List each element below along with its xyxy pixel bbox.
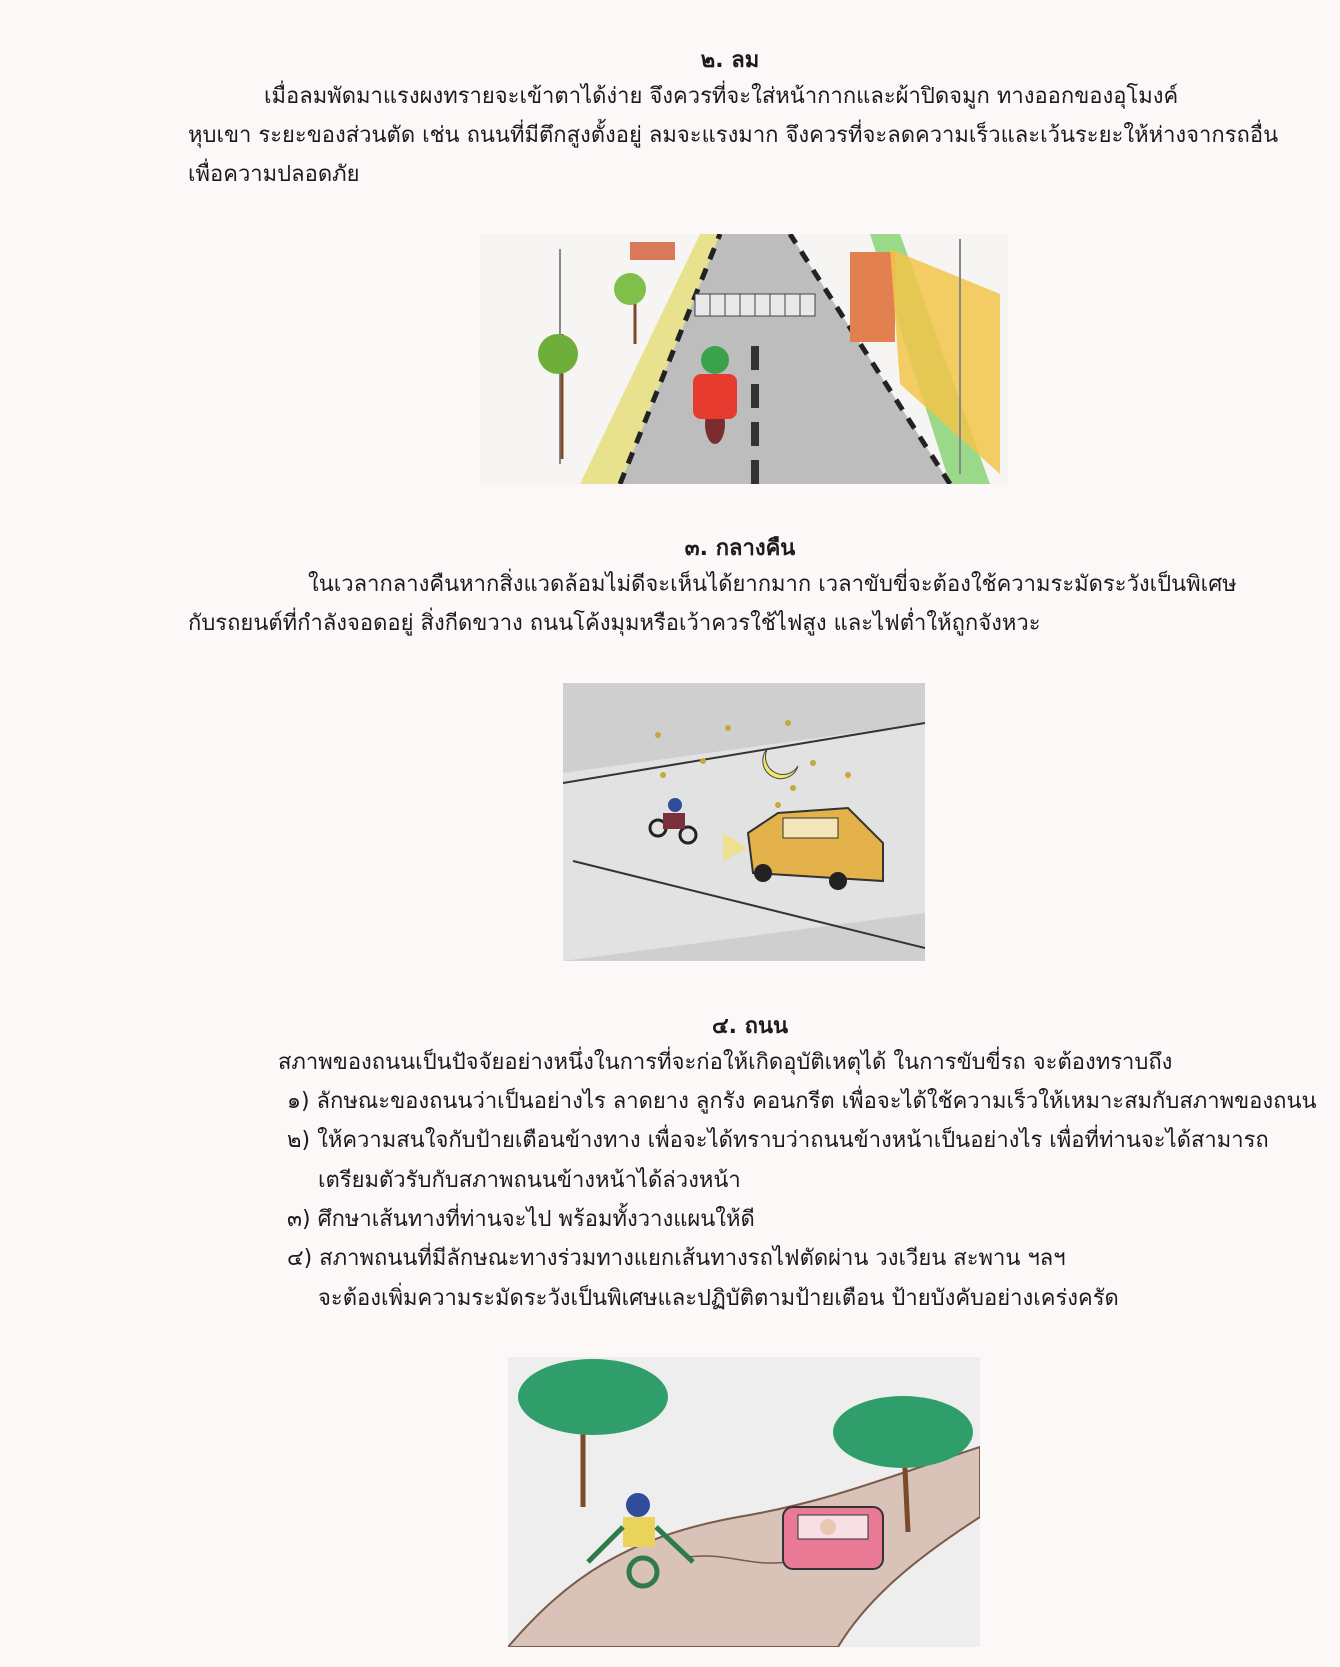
- section-4-item-3: ๓) ศึกษาเส้นทางที่ท่านจะไป พร้อมทั้งวางแผนให้ดี: [287, 1207, 755, 1232]
- night-driving-illustration: [563, 683, 925, 961]
- section-4-heading: ๔. ถนน: [711, 1014, 789, 1039]
- section-4-intro: สภาพของถนนเป็นปัจจัยอย่างหนึ่งในการที่จะก่อให้เกิดอุบัติเหตุได้ ในการขับขี่รถ จะต้องทราบถึง: [278, 1050, 1173, 1075]
- section-3-paragraph-line-2: กับรถยนต์ที่กำลังจอดอยู่ สิ่งกีดขวาง ถนนโค้งมุมหรือเว้าควรใช้ไฟสูง และไฟต่ำให้ถูกจังหวะ: [188, 611, 1041, 636]
- section-4-item-4-line-2: จะต้องเพิ่มความระมัดระวังเป็นพิเศษและปฏิบัติตามป้ายเตือน ป้ายบังคับอย่างเคร่งครัด: [318, 1286, 1119, 1311]
- section-4-item-1: ๑) ลักษณะของถนนว่าเป็นอย่างไร ลาดยาง ลูกรัง คอนกรีต เพื่อจะได้ใช้ความเร็วให้เหมาะสมกับสภาพของถนน: [287, 1089, 1317, 1114]
- section-2-paragraph-line-2: หุบเขา ระยะของส่วนตัด เช่น ถนนที่มีตึกสูงตั้งอยู่ ลมจะแรงมาก จึงควรที่จะลดความเร็วและเว้นระยะให้ห่างจากรถอื่น: [188, 123, 1279, 148]
- section-4-item-2-line-2: เตรียมตัวรับกับสภาพถนนข้างหน้าได้ล่วงหน้า: [318, 1168, 741, 1193]
- section-4-item-2-line-1: ๒) ให้ความสนใจกับป้ายเตือนข้างทาง เพื่อจะได้ทราบว่าถนนข้างหน้าเป็นอย่างไร เพื่อที่ท่านจะได้สามารถ: [287, 1128, 1269, 1153]
- section-2-paragraph-line-1: เมื่อลมพัดมาแรงผงทรายจะเข้าตาได้ง่าย จึงควรที่จะใส่หน้ากากและผ้าปิดจมูก ทางออกของอุโมงค์: [264, 84, 1179, 109]
- section-3-paragraph-line-1: ในเวลากลางคืนหากสิ่งแวดล้อมไม่ดีจะเห็นได้ยากมาก เวลาขับขี่จะต้องใช้ความระมัดระวังเป็นพิเศษ: [308, 572, 1237, 597]
- rough-road-illustration: [508, 1357, 980, 1647]
- section-3-heading: ๓. กลางคืน: [684, 536, 796, 561]
- section-2-heading: ๒. ลม: [700, 48, 760, 73]
- wind-street-illustration: [480, 234, 1008, 484]
- section-4-item-4-line-1: ๔) สภาพถนนที่มีลักษณะทางร่วมทางแยกเส้นทางรถไฟตัดผ่าน วงเวียน สะพาน ฯลฯ: [287, 1246, 1066, 1271]
- section-2-paragraph-line-3: เพื่อความปลอดภัย: [188, 162, 360, 187]
